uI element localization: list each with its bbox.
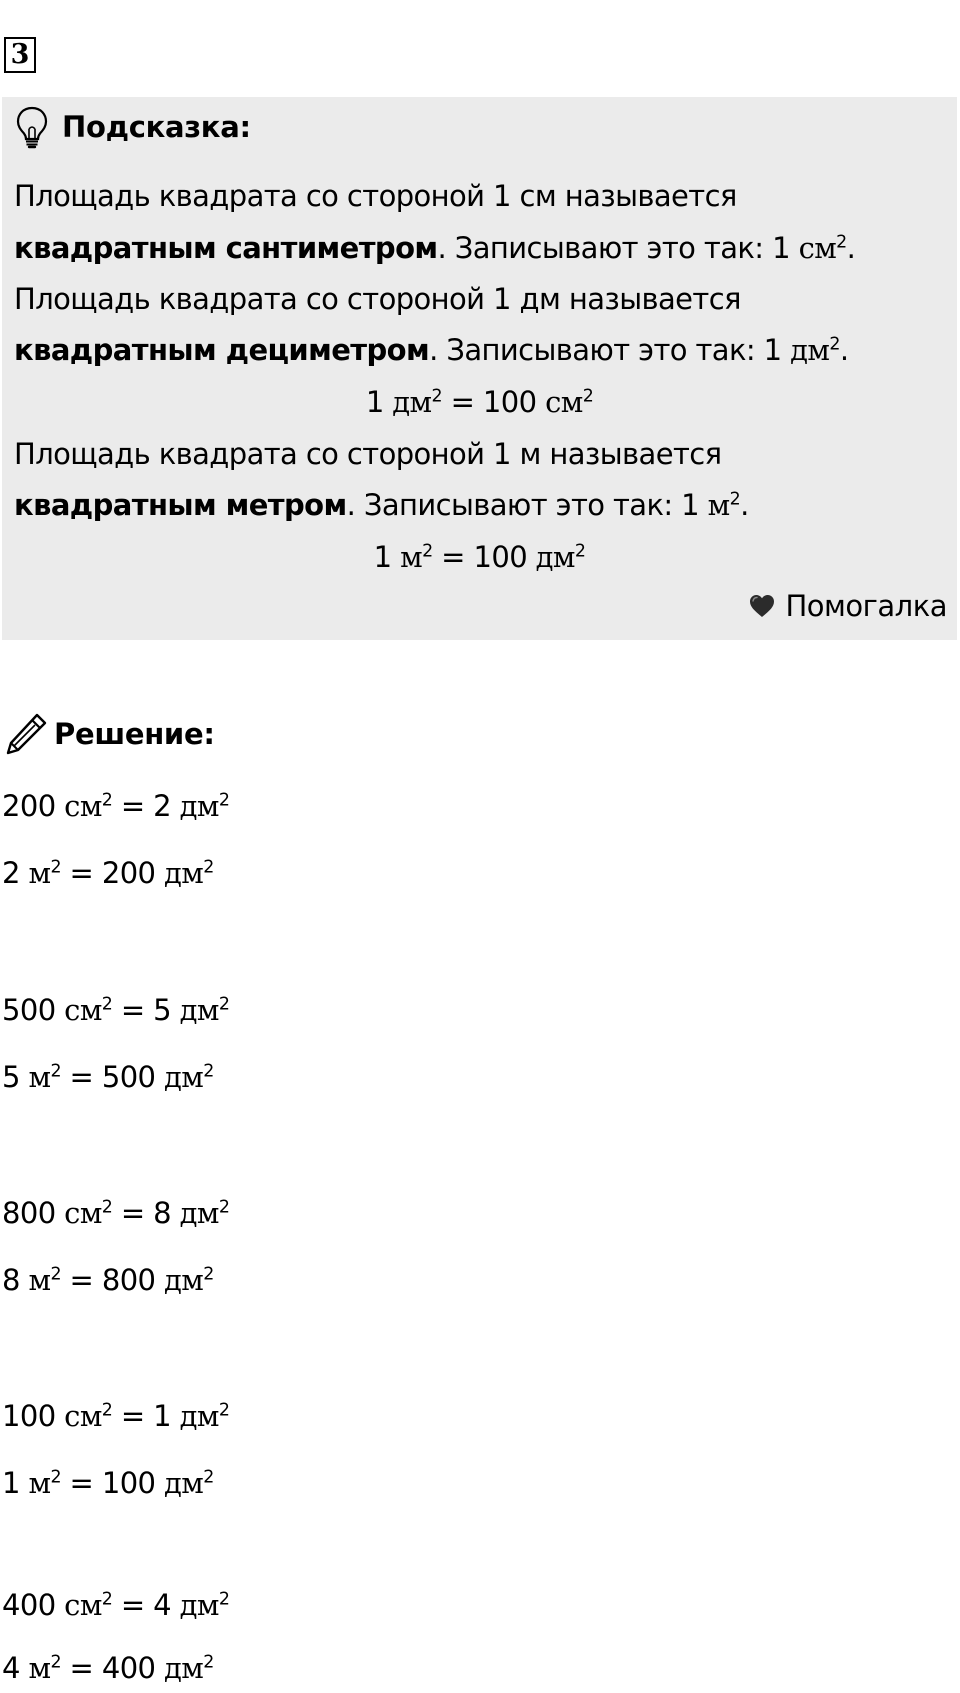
formula-number: = 100 (441, 385, 546, 419)
exponent: 2 (101, 790, 113, 811)
answer-number: = 1 (112, 1399, 180, 1433)
hint-formula (2, 537, 957, 577)
hint-line (14, 434, 721, 474)
hint-line (14, 279, 741, 319)
unit-text: дм (179, 1196, 219, 1230)
answer-number: = 200 (60, 856, 165, 890)
unit-text: м (28, 856, 51, 890)
hint-header (14, 105, 251, 149)
answer-number: = 100 (60, 1466, 165, 1500)
hint-line-text: Площадь квадрата со стороной 1 дм называется (14, 282, 741, 316)
hint-term-bold: квадратным сантиметром (14, 231, 438, 265)
answer-number: = 2 (112, 789, 180, 823)
helper-brand-link[interactable] (748, 589, 948, 623)
answer-line (2, 853, 214, 893)
answer-line (2, 1396, 229, 1436)
hint-line-text: . (740, 488, 749, 522)
hint-formula (2, 382, 957, 422)
exponent: 2 (50, 857, 61, 878)
exponent: 2 (218, 1400, 230, 1421)
unit-text: дм (179, 993, 219, 1027)
answer-number: = 8 (112, 1196, 180, 1230)
answer-number: 800 (2, 1196, 65, 1230)
exponent: 2 (218, 994, 230, 1015)
answer-line (2, 1463, 214, 1503)
answer-line (2, 1648, 214, 1688)
answer-line (2, 1193, 229, 1233)
exponent: 2 (101, 1589, 113, 1610)
answer-number: 400 (2, 1588, 65, 1622)
hint-box (2, 97, 957, 640)
unit-text: м (28, 1060, 51, 1094)
exponent: 2 (431, 386, 442, 407)
unit-text: дм (790, 333, 830, 367)
answer-number: = 500 (60, 1060, 165, 1094)
unit-text: дм (164, 1466, 204, 1500)
answer-number: = 5 (112, 993, 180, 1027)
solution-title: Решение: (54, 717, 215, 751)
unit-text: см (64, 1399, 102, 1433)
unit-text: дм (535, 540, 575, 574)
unit-text: м (707, 488, 730, 522)
hint-line-text: . Записывают это так: 1 (429, 333, 791, 367)
answer-number: 500 (2, 993, 65, 1027)
answer-number: 1 (2, 1466, 29, 1500)
hint-line (14, 228, 855, 268)
hint-line-text: . Записывают это так: 1 (346, 488, 708, 522)
answer-number: = 800 (60, 1263, 165, 1297)
answer-number: 2 (2, 856, 29, 890)
hint-line-text: . (839, 333, 849, 367)
exponent: 2 (203, 1061, 214, 1082)
unit-text: см (798, 231, 837, 265)
unit-text: м (400, 540, 423, 574)
hint-line-text: . Записывают это так: 1 (437, 231, 799, 265)
exponent: 2 (50, 1467, 61, 1488)
exponent: 2 (50, 1652, 61, 1673)
formula-number: 1 (365, 385, 393, 419)
exponent: 2 (574, 541, 586, 562)
exponent: 2 (422, 541, 433, 562)
unit-text: дм (179, 1588, 219, 1622)
unit-text: дм (164, 1263, 204, 1297)
unit-text: дм (164, 1651, 204, 1685)
answer-number: 200 (2, 789, 65, 823)
exponent: 2 (203, 857, 214, 878)
answer-number: = 400 (60, 1651, 165, 1685)
unit-text: дм (164, 1060, 204, 1094)
answer-number: 100 (2, 1399, 65, 1433)
unit-text: см (64, 789, 102, 823)
pencil-icon (4, 712, 48, 756)
unit-text: м (28, 1466, 51, 1500)
exponent: 2 (829, 334, 840, 355)
exponent: 2 (729, 489, 741, 510)
unit-text: м (28, 1651, 51, 1685)
answer-number: = 4 (112, 1588, 180, 1622)
formula-number: 1 (373, 540, 401, 574)
exponent: 2 (101, 994, 113, 1015)
exponent: 2 (101, 1197, 113, 1218)
answer-number: 8 (2, 1263, 29, 1297)
exponent: 2 (101, 1400, 113, 1421)
answer-line (2, 1585, 229, 1625)
unit-text: см (64, 1588, 102, 1622)
hint-line-text: . (846, 231, 856, 265)
unit-text: см (64, 993, 102, 1027)
exponent: 2 (203, 1264, 214, 1285)
unit-text: см (545, 385, 583, 419)
helper-brand-label: Помогалка (785, 589, 947, 623)
task-number-box: 3 (4, 37, 36, 73)
hint-term-bold: квадратным метром (14, 488, 347, 522)
exponent: 2 (836, 232, 847, 253)
hint-title: Подсказка: (62, 110, 251, 144)
answer-number: 5 (2, 1060, 29, 1094)
unit-text: дм (164, 856, 204, 890)
formula-number: = 100 (432, 540, 536, 574)
exponent: 2 (582, 386, 594, 407)
answer-line (2, 990, 229, 1030)
lightbulb-icon (14, 105, 50, 149)
exponent: 2 (218, 1589, 230, 1610)
exponent: 2 (218, 1197, 230, 1218)
solution-header (4, 712, 215, 756)
unit-text: дм (179, 1399, 219, 1433)
hint-line (14, 485, 749, 525)
answer-line (2, 786, 229, 826)
unit-text: дм (179, 789, 219, 823)
hint-line (14, 330, 848, 370)
hint-term-bold: квадратным дециметром (14, 333, 430, 367)
exponent: 2 (203, 1467, 214, 1488)
answer-line (2, 1057, 214, 1097)
hint-line-text: Площадь квадрата со стороной 1 см называется (14, 179, 737, 213)
answer-number: 4 (2, 1651, 29, 1685)
unit-text: м (28, 1263, 51, 1297)
hint-line (14, 176, 737, 216)
exponent: 2 (218, 790, 230, 811)
exponent: 2 (203, 1652, 214, 1673)
exponent: 2 (50, 1061, 61, 1082)
heart-icon (748, 593, 776, 619)
unit-text: дм (392, 385, 432, 419)
hint-line-text: Площадь квадрата со стороной 1 м называется (14, 437, 722, 471)
answer-line (2, 1260, 214, 1300)
unit-text: см (64, 1196, 102, 1230)
exponent: 2 (50, 1264, 61, 1285)
